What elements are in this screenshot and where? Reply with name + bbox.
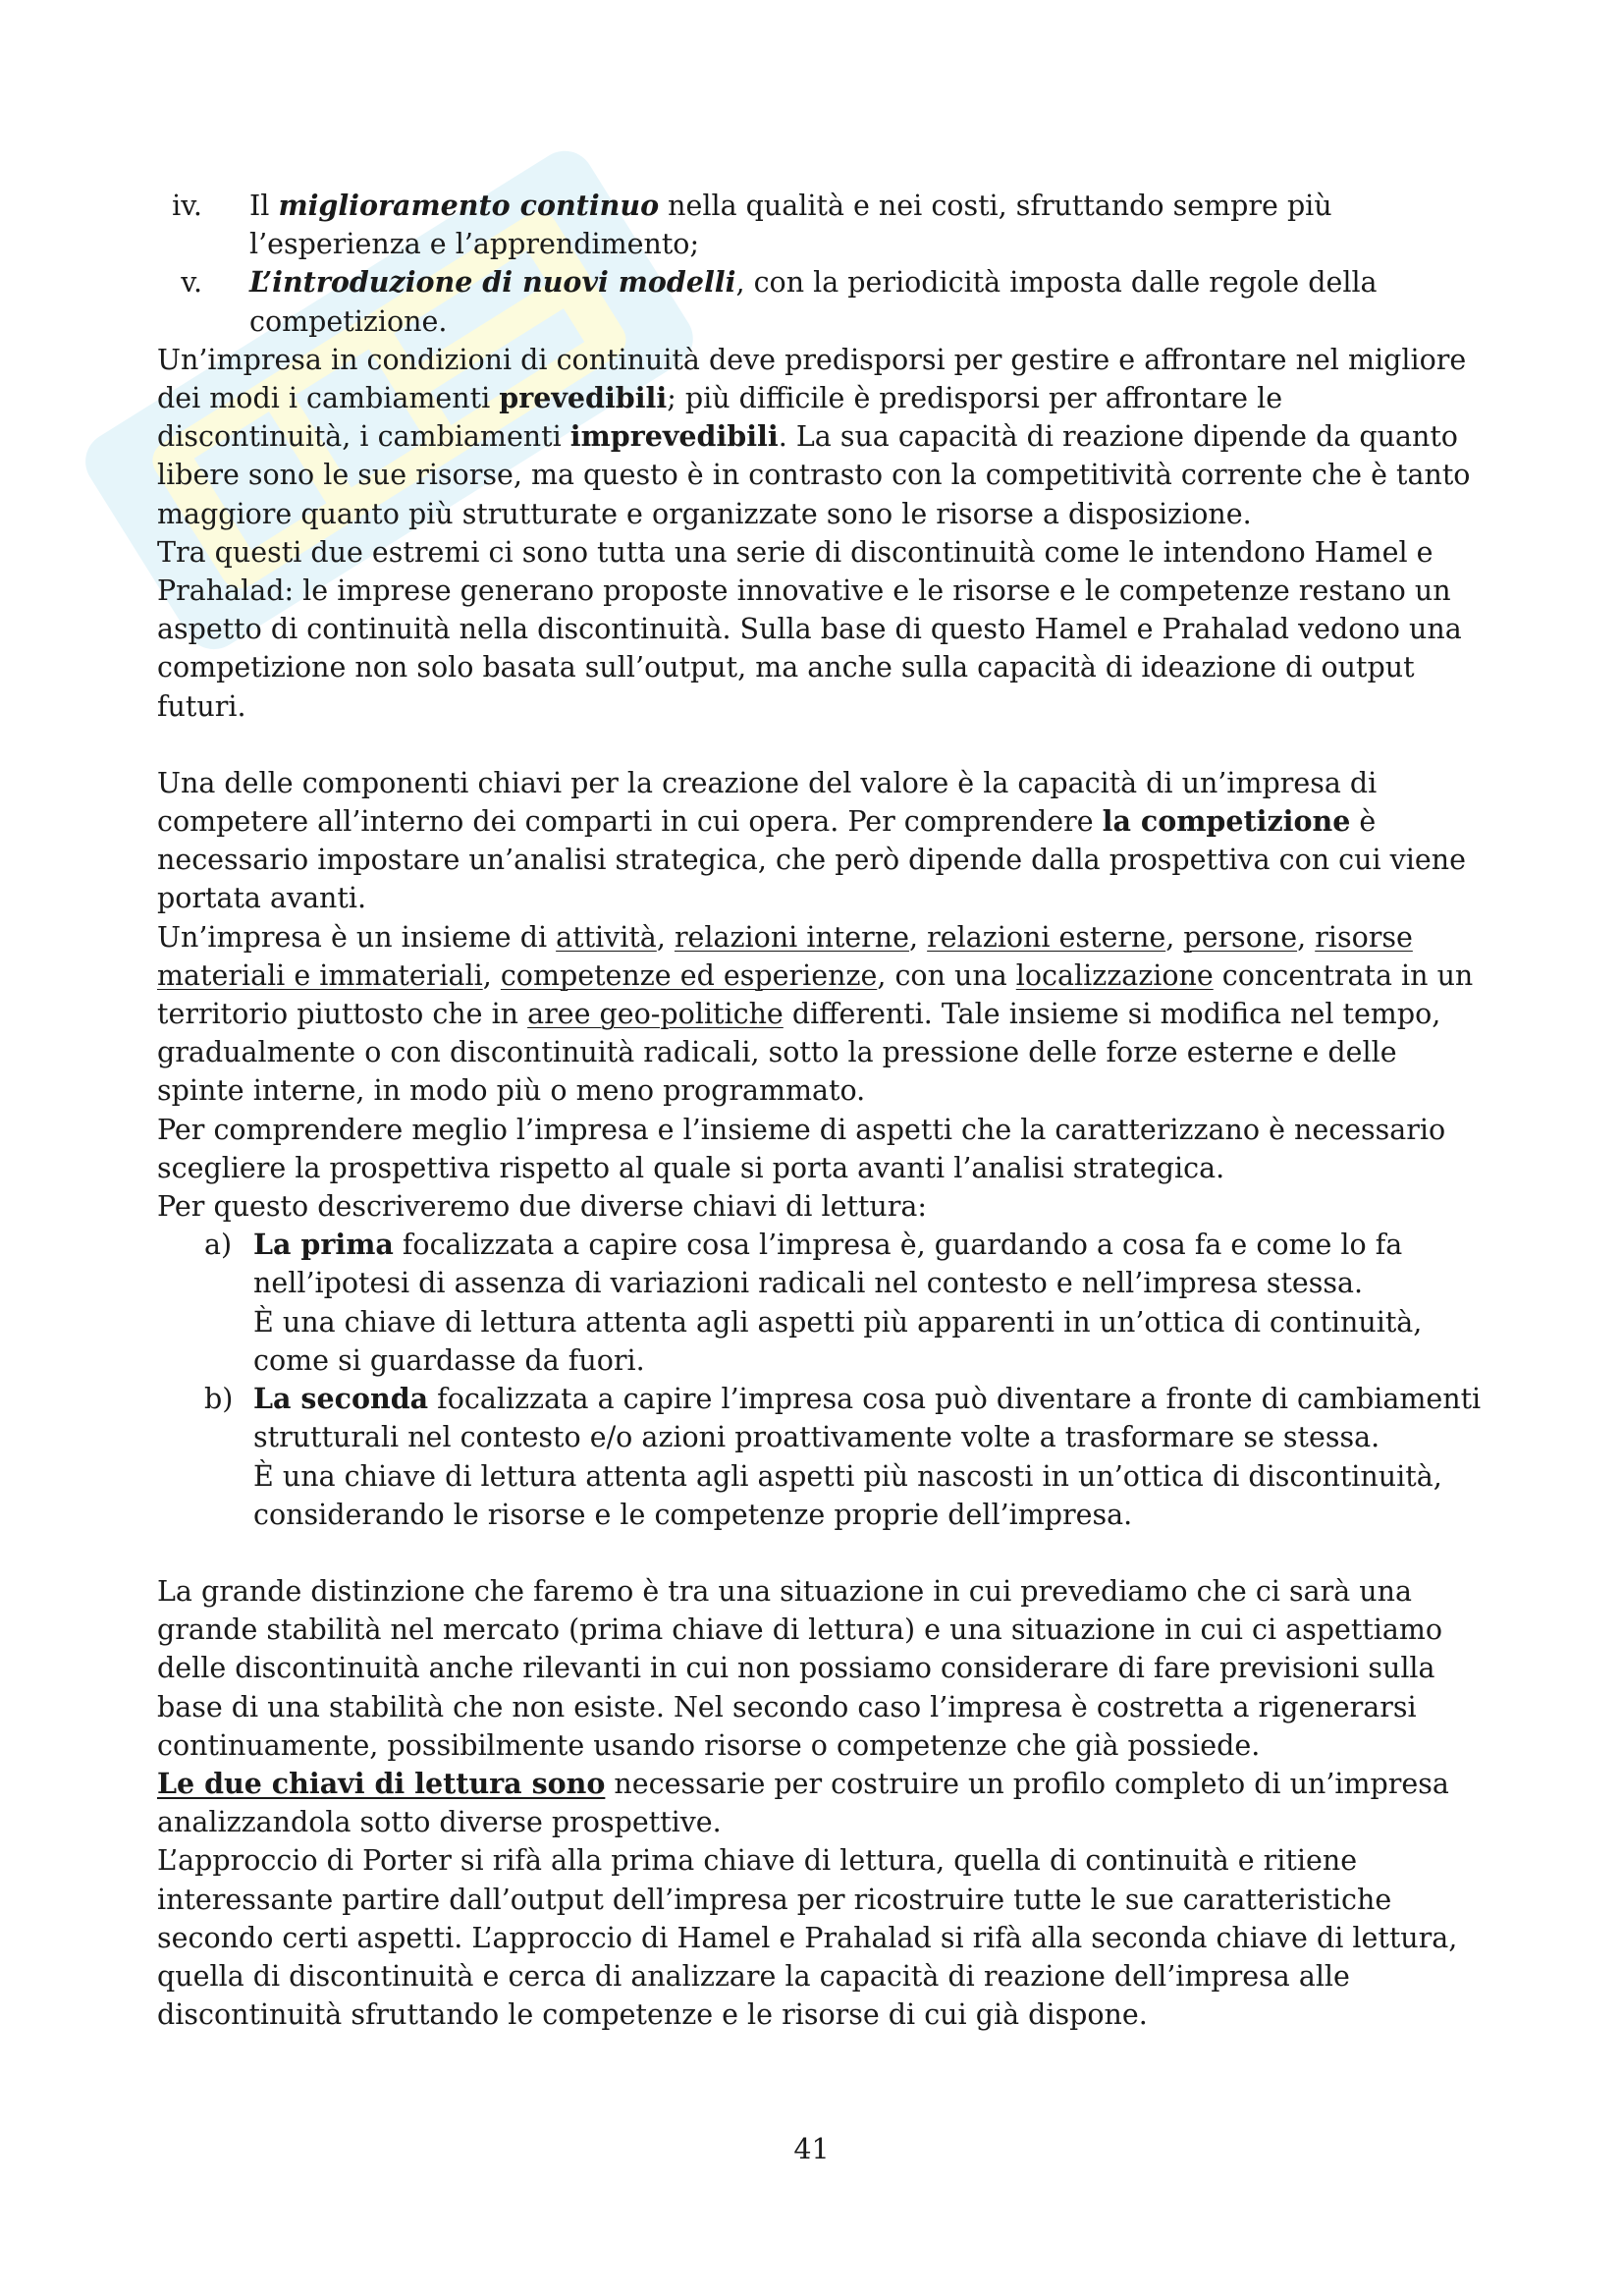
list-item: v. L’introduzione di nuovi modelli, con la periodicità imposta dalle regole della competizione. xyxy=(157,263,1483,340)
list-marker: b) xyxy=(204,1383,234,1416)
list-item: b) La seconda focalizzata a capire l’impresa cosa può diventare a fronte di cambiamenti strutturali nel contesto e/o azioni proattivamente volte a trasformare se stessa. È una chiave di lettura attenta agli aspetti più nascosti in un’ottica di discontinuità, considerando le risorse e le competenze proprie dell’impresa. xyxy=(157,1380,1483,1534)
list-marker: iv. xyxy=(172,190,202,222)
paragraph: La grande distinzione che faremo è tra una situazione in cui prevediamo che ci sarà una grande stabilità nel mercato (prima chiave di lettura) e una situazione in cui ci aspettiamo delle discontinuità anche rilevanti in cui non possiamo considerare di fare previsioni sulla base di una stabilità che non esiste. Nel secondo caso l’impresa è costretta a rigenerarsi continuamente, possibilmente usando risorse o competenze che già possiede. xyxy=(157,1574,1443,1762)
paragraph: Le due chiavi di lettura sono necessarie per costruire un profilo completo di un’impresa analizzandola sotto diverse prospettive. xyxy=(157,1766,1449,1839)
paragraph: Una delle componenti chiavi per la creazione del valore è la capacità di un’impresa di competere all’interno dei comparti in cui opera. Per comprendere la competizione è necessario impostare un’analisi strategica, che però dipende dalla prospettiva con cui viene portata avanti. xyxy=(157,766,1466,915)
list-item: iv. Il miglioramento continuo nella qualità e nei costi, sfruttando sempre più l’esperienza e l’apprendimento; xyxy=(157,187,1483,263)
paragraph: Un’impresa in condizioni di continuità deve predisporsi per gestire e affrontare nel migliore dei modi i cambiamenti prevedibili; più difficile è predisporsi per affrontare le discontinuità, i cambiamenti imprevedibili. La sua capacità di reazione dipende da quanto libere sono le sue risorse, ma questo è in contrasto con la competitività corrente che è tanto maggiore quanto più strutturate e organizzate sono le risorse a disposizione. xyxy=(157,343,1471,530)
paragraph: Per questo descriveremo due diverse chiavi di lettura: xyxy=(157,1190,927,1224)
paragraph: Tra questi due estremi ci sono tutta una serie di discontinuità come le intendono Hamel e Prahalad: le imprese generano proposte innovative e le risorse e le competenze restano un aspetto di continuità nella discontinuità. Sulla base di questo Hamel e Prahalad vedono una competizione non solo basata sull’output, ma anche sulla capacità di ideazione di output futuri. xyxy=(157,535,1462,723)
list-marker: a) xyxy=(204,1229,233,1262)
document-body xyxy=(157,187,1483,2034)
page-number: 41 xyxy=(793,2133,830,2165)
emphasis: miglioramento continuo xyxy=(278,189,660,222)
list-item: a) La prima focalizzata a capire cosa l’impresa è, guardando a cosa fa e come lo fa nell’ipotesi di assenza di variazioni radicali nel contesto e nell’impresa stessa. È una chiave di lettura attenta agli aspetti più apparenti in un’ottica di continuità, come si guardasse da fuori. xyxy=(157,1226,1483,1380)
paragraph: Per comprendere meglio l’impresa e l’insieme di aspetti che la caratterizzano è necessario scegliere la prospettiva rispetto al quale si porta avanti l’analisi strategica. xyxy=(157,1113,1446,1184)
list-marker: v. xyxy=(181,266,202,300)
paragraph: L’approccio di Porter si rifà alla prima chiave di lettura, quella di continuità e ritiene interessante partire dall’output dell’impresa per ricostruire tutte le sue caratteristiche secondo certi aspetti. L’approccio di Hamel e Prahalad si rifà alla seconda chiave di lettura, quella di discontinuità e cerca di analizzare la capacità di reazione dell’impresa alle discontinuità sfruttando le competenze e le risorse di cui già dispone. xyxy=(157,1844,1458,2032)
emphasis: L’introduzione di nuovi modelli xyxy=(249,265,736,300)
paragraph: Un’impresa è un insieme di attività, relazioni interne, relazioni esterne, persone, risorse materiali e immateriali, competenze ed esperienze, con una localizzazione concentrata in un territorio piuttosto che in aree geo-politiche differenti. Tale insieme si modifica nel tempo, gradualmente o con discontinuità radicali, sotto la pressione delle forze esterne e delle spinte interne, in modo più o meno programmato. xyxy=(157,920,1474,1108)
